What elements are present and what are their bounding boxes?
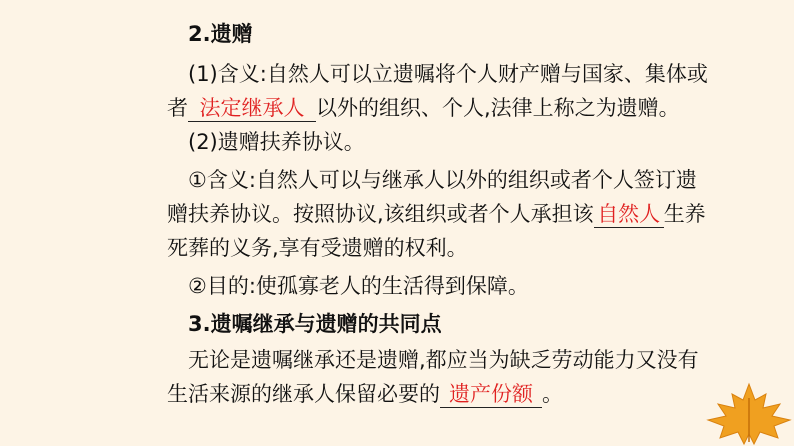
paragraph-1-suffix: 以外的组织、个人,法律上称之为遗赠。 bbox=[316, 96, 680, 120]
paragraph-3-line-1: 无论是遗嘱继承还是遗赠,都应当为缺乏劳动能力又没有 bbox=[188, 348, 699, 372]
paragraph-2a-prefix: 赠扶养协议。按照协议,该组织或者个人承担该 bbox=[167, 202, 594, 226]
paragraph-1-prefix: 者 bbox=[167, 96, 188, 120]
maple-leaf-icon bbox=[704, 380, 794, 446]
section-3-heading: 3.遗嘱继承与遗赠的共同点 bbox=[188, 312, 442, 336]
paragraph-1-line-2 bbox=[167, 94, 680, 122]
paragraph-3-prefix: 生活来源的继承人保留必要的 bbox=[167, 382, 440, 406]
paragraph-1-line-1: (1)含义:自然人可以立遗嘱将个人财产赠与国家、集体或 bbox=[188, 62, 708, 86]
answer-blank-1: 法定继承人 bbox=[188, 95, 316, 122]
paragraph-2b-line-1: ②目的:使孤寡老人的生活得到保障。 bbox=[188, 274, 529, 298]
paragraph-3-suffix: 。 bbox=[542, 382, 563, 406]
answer-blank-3: 遗产份额 bbox=[440, 381, 542, 408]
paragraph-2-heading: (2)遗赠扶养协议。 bbox=[188, 130, 365, 154]
paragraph-3-line-2 bbox=[167, 380, 563, 408]
paragraph-2a-line-3: 死葬的义务,享有受遗赠的权利。 bbox=[167, 236, 468, 260]
paragraph-2a-suffix: 生养 bbox=[663, 202, 706, 226]
section-2-heading: 2.遗赠 bbox=[188, 22, 253, 46]
paragraph-2a-line-2 bbox=[167, 200, 706, 228]
paragraph-2a-line-1: ①含义:自然人可以与继承人以外的组织或者个人签订遗 bbox=[188, 168, 697, 192]
answer-blank-2: 自然人 bbox=[594, 201, 664, 228]
